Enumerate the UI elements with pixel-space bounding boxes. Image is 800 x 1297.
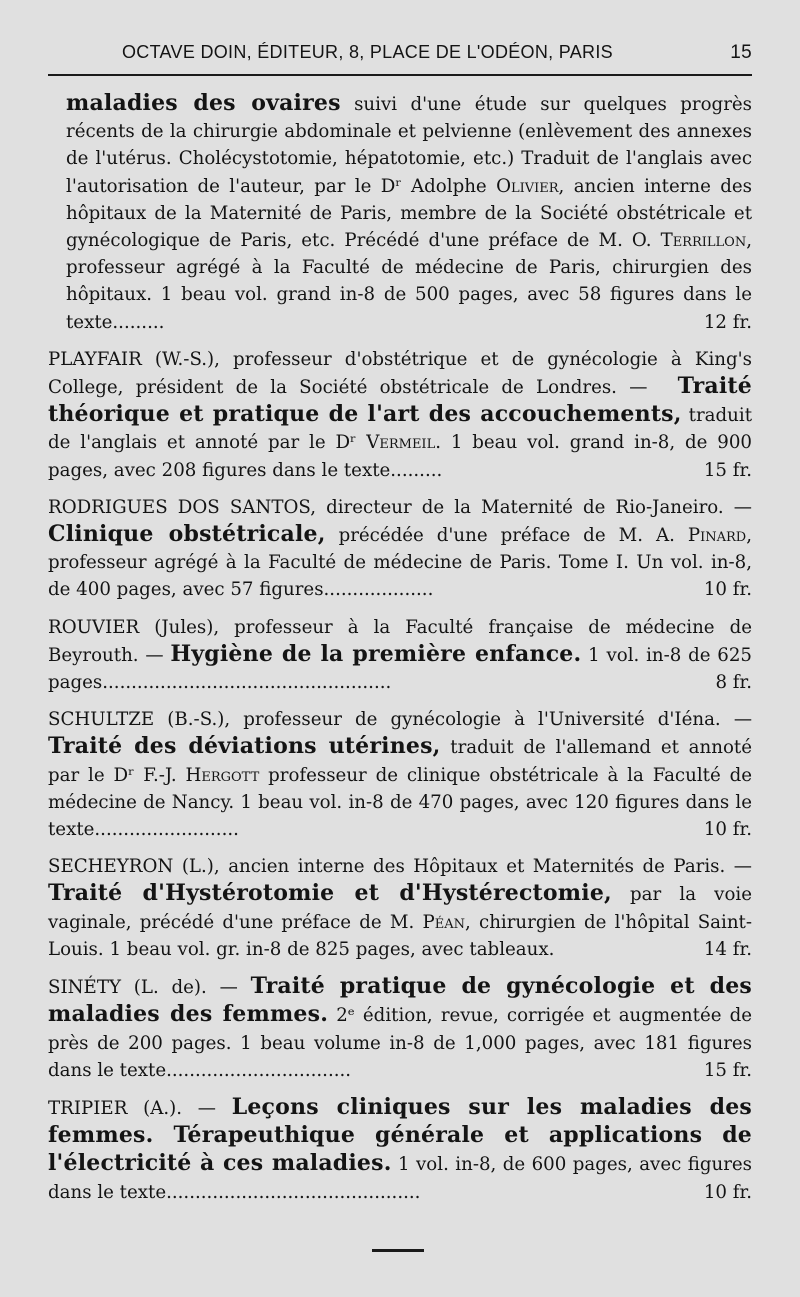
entry-text: , ancien interne des hôpitaux de la Maternité de Paris, membre de la Société obstétricale et gynécologique de Paris, etc. Précédé d'une préface de M. O.: [66, 175, 752, 252]
page-number: 15: [730, 42, 752, 63]
price: 14 fr.: [703, 938, 752, 960]
book-title: Traité des déviations utérines,: [48, 733, 441, 760]
price: 12 fr.: [703, 311, 752, 333]
author-name: SCHULTZE (B.-S.): [48, 709, 225, 731]
entry-text: 2ᵉ édition, revue, corrigée et augmentée de près de 200 pages. 1 beau volume in-8 de 1,000 pages, avec 181 figures dans le texte................................: [48, 1005, 752, 1081]
price: 15 fr.: [703, 1059, 752, 1081]
entry-text: , ancien interne des Hôpitaux et Maternités de Paris. —: [213, 856, 752, 878]
entry-text: par la voie vaginale, précédé d'une préface de M.: [48, 884, 752, 933]
footer-rule: [372, 1249, 424, 1252]
entry-text: . —: [176, 1097, 232, 1119]
price: 10 fr.: [703, 1181, 752, 1203]
publisher-line: OCTAVE DOIN, ÉDITEUR, 8, PLACE DE L'ODÉON, PARIS: [122, 42, 613, 62]
entry-text: précédée d'une préface de M. A.: [325, 525, 688, 547]
entry-text: , professeur agrégé à la Faculté de médecine de Paris, chirurgien des hôpitaux. 1 beau vol. grand in-8 de 500 pages, avec 58 figures dans le texte.........: [66, 230, 752, 333]
entry-text: professeur de clinique obstétricale à la Faculté de médecine de Nancy. 1 beau vol. in-8 de 470 pages, avec 120 figures dans le texte.........................: [48, 764, 752, 841]
price: 10 fr.: [703, 819, 752, 841]
book-title: Traité pratique de gynécologie et des maladies des femmes.: [48, 973, 752, 1028]
entry-text: . 1 beau vol. grand in-8, de 900 pages, avec 208 figures dans le texte.........: [48, 432, 752, 481]
entry-text: . —: [201, 977, 251, 999]
book-title: maladies des ovaires: [66, 90, 341, 116]
catalog-entry: [48, 1094, 752, 1206]
entry-text: suivi d'une étude sur quelques progrès récents de la chirurgie abdominale et pelvienne (enlèvement des annexes de l'utérus. Cholécystotomie, hépatotomie, etc.) Traduit de l'anglais avec l'autorisation de l'auteur, par le Dʳ Adolphe: [66, 94, 752, 197]
person-name: Hergott: [185, 764, 260, 786]
entry-text: 1 vol. in-8 de 625 pages..................................................: [48, 644, 753, 694]
author-name: TRIPIER (A.): [48, 1097, 177, 1119]
person-name: Vermeil: [366, 432, 436, 454]
catalog-entry: [48, 494, 752, 604]
price: 8 fr.: [715, 672, 752, 694]
person-name: Terrillon: [660, 230, 747, 252]
author-name: SECHEYRON (L.): [48, 856, 214, 878]
price: 10 fr.: [703, 579, 752, 601]
catalog-entry: [48, 706, 752, 843]
running-header: [48, 42, 752, 70]
book-title: Hygiène de la première enfance.: [170, 640, 582, 667]
entry-text: , directeur de la Maternité de Rio-Janeiro. —: [310, 496, 752, 518]
book-title: Clinique obstétricale,: [48, 521, 326, 548]
catalog-entry: [48, 853, 752, 963]
book-title: Leçons cliniques sur les maladies des femmes. Térapeuthique générale et applications de l'électricité à ces maladies.: [48, 1093, 752, 1177]
catalog-entry: [48, 614, 752, 697]
person-name: Pinard: [687, 525, 747, 547]
catalog-entry: [48, 346, 752, 484]
entry-text: , professeur d'obstétrique et de gynécologie à King's College, président de la Société obstétricale de Londres. —: [48, 348, 752, 399]
catalog-entry: [48, 90, 752, 336]
price: 15 fr.: [703, 459, 752, 481]
entry-text: traduit de l'allemand et annoté par le Dʳ F.-J.: [48, 737, 752, 786]
book-title: Traité d'Hystérotomie et d'Hystérectomie,: [48, 880, 612, 907]
entry-text: , professeur de gynécologie à l'Université d'Iéna. —: [224, 709, 753, 731]
author-name: PLAYFAIR (W.-S.): [48, 348, 215, 370]
catalog-entry: [48, 973, 752, 1084]
header-rule: [48, 74, 752, 76]
entry-text: , professeur à la Faculté française de médecine de Beyrouth. —: [48, 616, 752, 666]
entry-text: traduit de l'anglais et annoté par le Dʳ: [48, 405, 753, 454]
person-name: Olivier: [496, 175, 559, 197]
author-name: RODRIGUES DOS SANTOS: [48, 496, 311, 518]
author-name: SINÉTY (L. de): [48, 977, 202, 999]
book-title: Traité théorique et pratique de l'art des accouchements,: [48, 373, 752, 428]
entry-text: 1 vol. in-8, de 600 pages, avec figures dans le texte............................................: [48, 1154, 752, 1203]
person-name: Péan: [422, 911, 466, 933]
author-name: ROUVIER (Jules): [48, 616, 214, 638]
entry-text: , professeur agrégé à la Faculté de médecine de Paris. Tome I. Un vol. in-8, de 400 pages, avec 57 figures...................: [48, 525, 753, 601]
entry-text: , chirurgien de l'hôpital Saint-Louis. 1 beau vol. gr. in-8 de 825 pages, avec tableaux.: [48, 911, 753, 960]
